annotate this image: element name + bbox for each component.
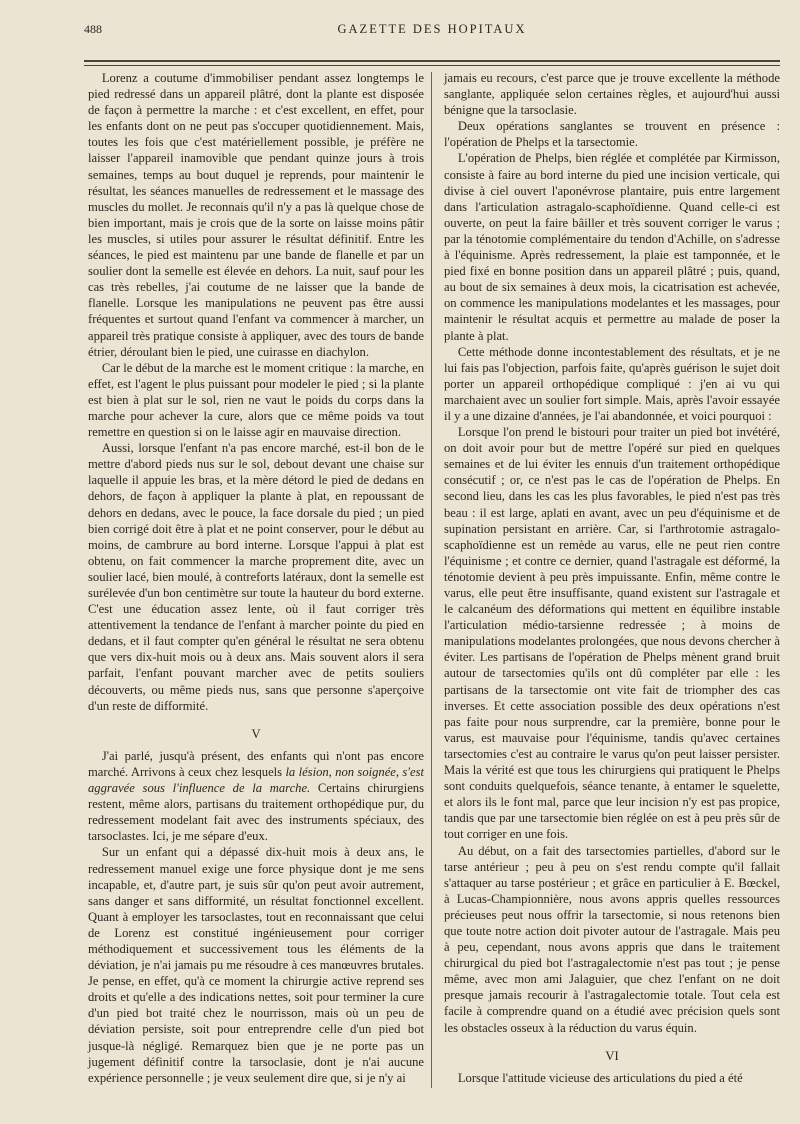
section-heading-vi: VI [605,1048,619,1063]
paragraph-text: Certains chirurgiens restent, même alors, partisans du traitement orthopédique pur, du redressement modelant fait avec des instruments spéciaux, des tarsoclastes. Ici, je me sépare d'eux. [88,781,424,844]
paragraph: Lorsque l'on prend le bistouri pour traiter un pied bot invétéré, on doit avoir pour but de mettre l'opéré sur pied en quelques semaines et de lui éviter les ennuis d'un traitement orthopédique consécutif ; or, ce n'est pas le cas de l'opération de Phelps. En second lieu, dans les cas les plus favorables, le pied n'est pas très beau : il est large, aplati en avant, avec un peu d'équinisme et de supination persistant en arrière. Car, si l'arthrotomie astragalo-scaphoïdienne est un remède au varus, elle ne peut rien contre l'équinisme ; et contre ce dernier, quand l'astragale est déformé, la ténotomie devient à peu près impuissante. Enfin, même contre le varus, elle peut être insuffisante, quand existent sur l'astragale et le calcanéum des déformations qui mettent en équilibre instable l'articulation médio-tarsienne redressée ; à moins de manipulations modelantes prolongées, que nous devons chercher à éviter. Les partisans de l'opération de Phelps mènent grand bruit autour de tarsectomies qu'ils ont dû compléter par elle : les partisans de la tarsectomie ont vite fait de triompher des cas inverses. Et cette association possible des deux opérations n'est pas faite pour nous surprendre, car la première, bonne pour le varus, est mauvaise pour l'équinisme, tandis qu'avec certaines tarsectomies c'est au contraire le varus qu'on peut laisser persister. Mais la vérité est que tous les chirurgiens qui pratiquent le Phelps sont conduits quelquefois, séance tenante, à entamer le squelette, et alors ils le font mal, parce que leur incision n'y est pas propice, tandis que par une tarsectomie bien réglée on est à peu près sûr de tout corriger en une fois. [444,425,780,842]
paragraph: Deux opérations sanglantes se trouvent en présence : l'opération de Phelps et la tarsectomie. [444,119,780,150]
paragraph [88,748,424,845]
paragraph: Cette méthode donne incontestablement des résultats, et je ne lui fais pas l'objection, parfois faite, qu'après guérison le sujet doit porter un appareil orthopédique compliqué : j'en ai vu qui marchaient avec un soulier fort simple. Mais, après l'avoir essayée il y a une dizaine d'années, je l'ai abandonnée, et voici pourquoi : [444,344,780,423]
header-rule [84,60,780,62]
left-column [88,70,424,1086]
paragraph: Aussi, lorsque l'enfant n'a pas encore marché, est-il bon de le mettre d'abord pieds nus sur le sol, debout devant une chaise sur laquelle il appuie les bras, et la mère détord le pied de dedans en dehors, de façon à appliquer la plante à plat, en repoussant de dehors en dedans, avec le pouce, la face dorsale du pied ; un pied bien corrigé doit être à plat et ne point conserver, pour le début au moins, de cambrure au bord interne. Lorsque l'appui à plat est obtenu, on fait commencer la marche proprement dite, avec un soulier lacé, bien moulé, à contreforts latéraux, dont la semelle est surélevée d'un bon centimètre sur toute la hauteur du bord externe. C'est une éducation assez lente, où il faut corriger très attentivement la tendance de l'enfant à marcher pointe du pied en dedans, et il faut compter qu'en général le résultat ne sera obtenu que vers dix-huit mois ou à deux ans. Mais souvent alors il sera parfait, l'enfant pouvant marcher avec de petits souliers découverts, ou même pieds nus, sans que personne s'aperçoive d'un reste de difformité. [88,441,424,713]
paragraph: L'opération de Phelps, bien réglée et complétée par Kirmisson, consiste à faire au bord interne du pied une incision verticale, qui divise à ciel ouvert l'aponévrose plantaire, puis entre largement dans l'articulation astragalo-scaphoïdienne. Quand celle-ci est ouverte, on peut la faire bâiller et très souvent corriger le varus ; par la ténotomie complémentaire du tendon d'Achille, on s'adresse à l'équinisme. Après redressement, la plaie est tamponnée, et le pied fixé en bonne position dans un appareil plâtré ; puis, quand, au bout de six semaines à deux mois, la cicatrisation est achevée, on commence les manipulations modelantes et les massages, pour maintenir le résultat acquis et permettre au malade de poser la plante à plat. [444,151,780,343]
paragraph: Sur un enfant qui a dépassé dix-huit mois à deux ans, le redressement manuel exige une force physique dont je me sens incapable, et, d'autre part, je suis sûr qu'on peut avoir autrement, sans danger et sans difformité, un résultat fonctionnel excellent. Quant à employer les tarsoclastes, tout en reconnaissant que celui de Lorenz est constitué ingénieusement pour corriger méthodiquement et successivement tous les éléments de la déviation, je n'ai jamais pu me résoudre à ces manœuvres brutales. Je pense, en effet, qu'à ce moment la chirurgie active reprend ses droits et qu'elle a des indications nettes, soit pour terminer la cure d'un pied bot traité chez le nourrisson, mais où un peu de déviation persiste, soit pour entreprendre celle d'un pied bot jusque-là négligé. Remarquez bien que je ne porte pas un jugement définitif contre la tarsoclasie, dont je n'ai aucune expérience personnelle ; je veux seulement dire que, si je n'y ai [88,845,424,1085]
page-number: 488 [84,22,102,36]
column-divider [431,72,432,1088]
paragraph: Car le début de la marche est le moment critique : la marche, en effet, est l'agent le plus puissant pour modeler le pied ; si la plante est bien à plat sur le sol, rien ne vaut le poids du corps dans la marche pour achever la cure, alors que ce même poids va tout remettre en question si on le laisse agir en mauvaise direction. [88,360,424,440]
paragraph: Lorenz a coutume d'immobiliser pendant assez longtemps le pied redressé dans un appareil plâtré, dont la plante est disposée de façon à permettre la marche : et c'est excellent, en effet, pour les enfants dont on ne peut pas s'occuper quotidiennement. Mais, toutes les fois que c'est matériellement possible, je préfère ne laisser l'appareil inamovible que pendant quinze jours à trois semaines, temps au bout duquel je reprends, pour maintenir le résultat, les séances manuelles de redressement et le massage des muscles du mollet. Je reconnais qu'il n'y a pas là quelque chose de bien important, mais je crois que de la sorte on laisse moins pâtir les muscles, si utiles pour assurer le résultat définitif. Entre les séances, le pied est maintenu par une bande de flanelle et par un soulier dont la semelle est élevée en dehors. La nuit, sauf pour les cas très rebelles, j'ai coutume de ne laisser que la bande de flanelle. Lorsque les manipulations ne peuvent pas être aussi fréquentes et surtout quand l'enfant va commencer à marcher, un appareil très pratique consiste à appliquer, avec des tours de bande étrier, déroulant bien le pied, une cuirasse en diachylon. [88,71,424,359]
section-heading-v: V [251,726,261,741]
emphasis-text: la lésion, non soignée, s'est aggravée sous l'influence de la marche. [88,764,424,796]
header-rule-thin [84,65,780,66]
paragraph: Au début, on a fait des tarsectomies partielles, d'abord sur le tarse antérieur ; peu à peu on s'est rendu compte qu'il fallait s'attaquer au tarse postérieur ; et grâce en particulier à E. Bœckel, à Lucas-Championnière, nous avons appris quelles ressources précieuses peut nous offrir la tarsectomie, si nous retenons bien que toute notre action doit pivoter autour de l'astragale. Mais peu à peu, cependant, nous avons appris que dans le traitement chirurgical du pied bot l'astragalectomie n'est pas tout ; je pense même, avec mon ami Jalaguier, que chez l'enfant on ne doit presque jamais recourir à l'astragalectomie totale. Tout cela est facile à comprendre quand on a étudié avec précision quels sont les obstacles osseux à la réduction du varus équin. [444,843,780,1035]
paragraph-text: J'ai parlé, jusqu'à présent, des enfants qui n'ont pas encore marché. Arrivons à ceux chez lesquels [88,748,424,779]
page-header [84,22,780,42]
running-title: GAZETTE DES HOPITAUX [337,22,527,36]
paragraph: Lorsque l'attitude vicieuse des articulations du pied a été [457,1070,743,1085]
paragraph: jamais eu recours, c'est parce que je trouve excellente la méthode sanglante, appliquée selon certaines règles, et aujourd'hui aussi bénigne que la tarsoclasie. [444,71,780,118]
right-column [444,70,780,1086]
